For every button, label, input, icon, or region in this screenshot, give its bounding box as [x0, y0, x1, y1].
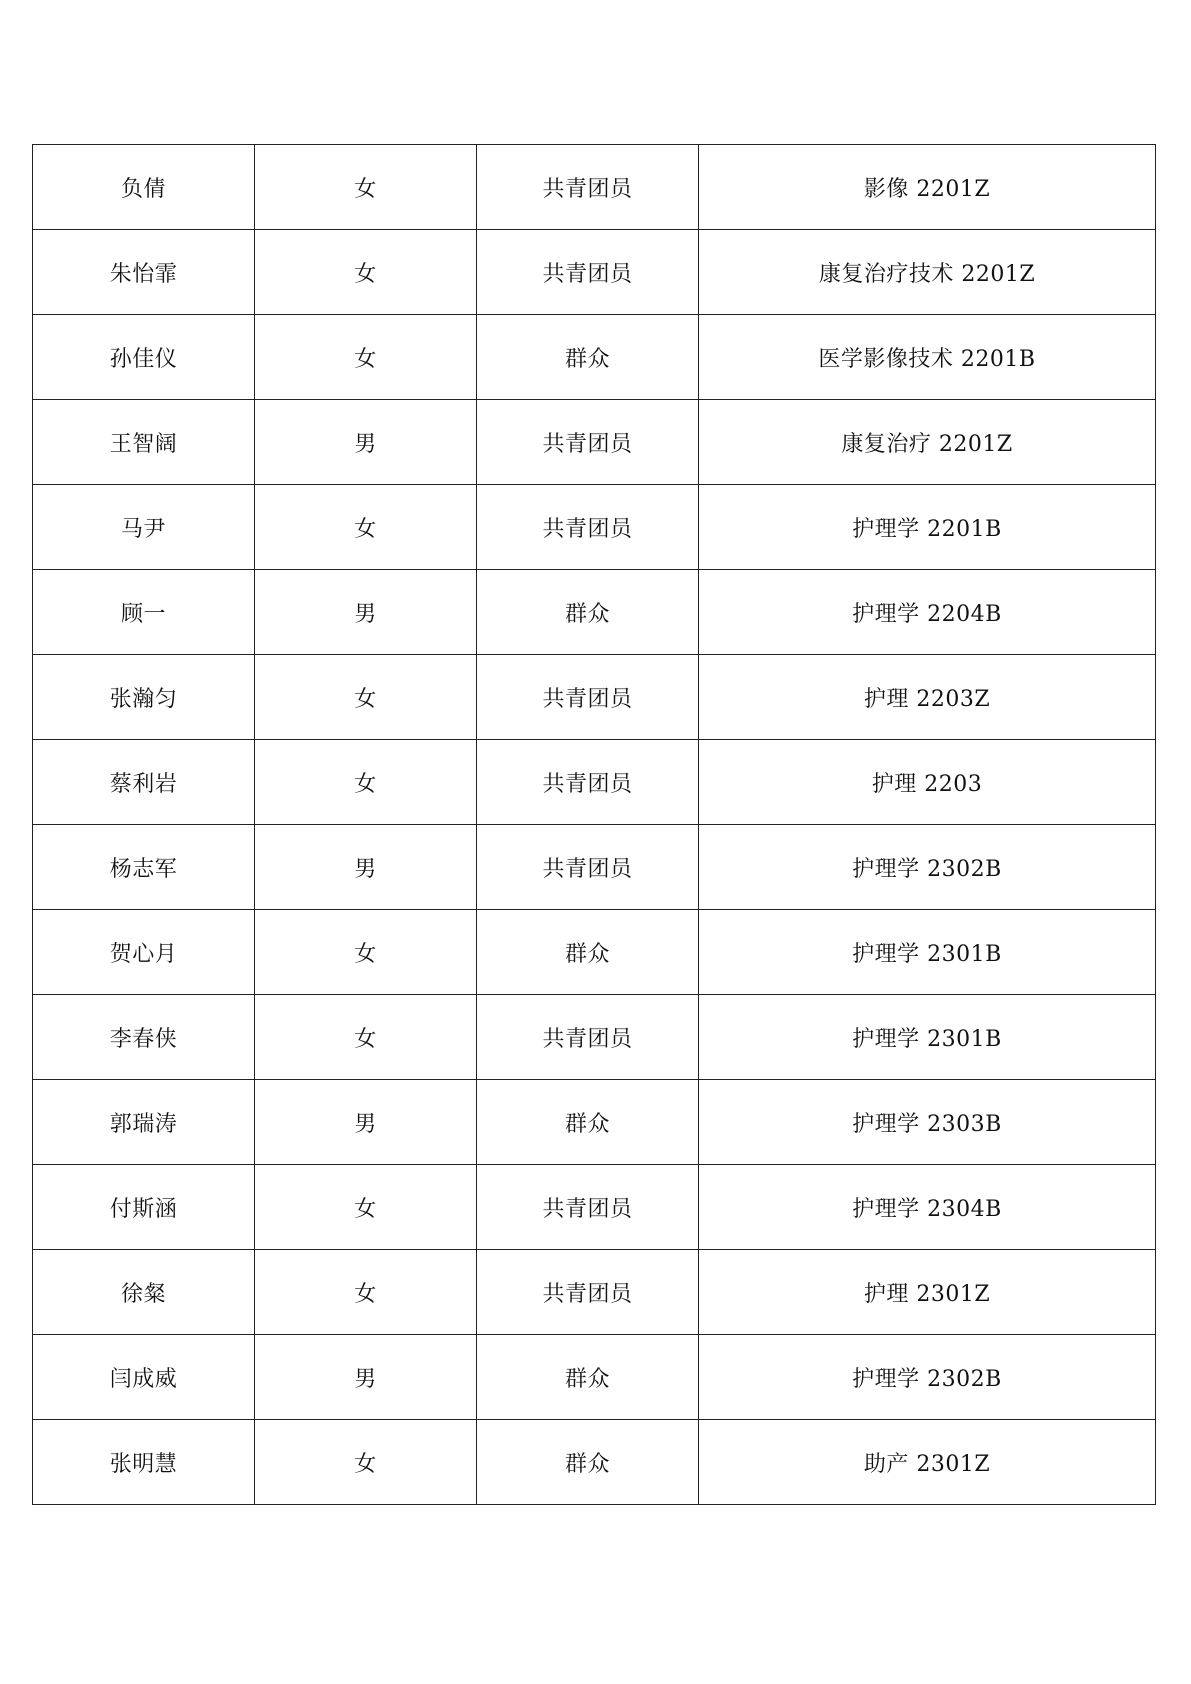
class-cell: 康复治疗 2201Z	[699, 400, 1156, 485]
political-status-cell: 群众	[477, 1420, 699, 1505]
name-cell: 张明慧	[33, 1420, 255, 1505]
class-cell: 护理学 2302B	[699, 825, 1156, 910]
table-row	[33, 1420, 1156, 1505]
gender-cell: 女	[255, 315, 477, 400]
class-cell: 护理 2203Z	[699, 655, 1156, 740]
class-cell: 医学影像技术 2201B	[699, 315, 1156, 400]
roster-body	[33, 145, 1156, 1505]
name-cell: 郭瑞涛	[33, 1080, 255, 1165]
name-cell: 朱怡霏	[33, 230, 255, 315]
political-status-cell: 共青团员	[477, 995, 699, 1080]
class-cell: 康复治疗技术 2201Z	[699, 230, 1156, 315]
student-roster-table	[32, 144, 1156, 1505]
gender-cell: 女	[255, 1420, 477, 1505]
political-status-cell: 共青团员	[477, 825, 699, 910]
class-cell: 护理学 2304B	[699, 1165, 1156, 1250]
gender-cell: 男	[255, 1080, 477, 1165]
table-row	[33, 400, 1156, 485]
class-cell: 影像 2201Z	[699, 145, 1156, 230]
table-row	[33, 910, 1156, 995]
name-cell: 马尹	[33, 485, 255, 570]
gender-cell: 女	[255, 1165, 477, 1250]
name-cell: 杨志军	[33, 825, 255, 910]
table-row	[33, 1250, 1156, 1335]
table-row	[33, 825, 1156, 910]
class-cell: 护理学 2301B	[699, 995, 1156, 1080]
class-cell: 助产 2301Z	[699, 1420, 1156, 1505]
political-status-cell: 群众	[477, 315, 699, 400]
table-row	[33, 145, 1156, 230]
table-row	[33, 315, 1156, 400]
name-cell: 王智阔	[33, 400, 255, 485]
name-cell: 蔡利岩	[33, 740, 255, 825]
table-row	[33, 570, 1156, 655]
name-cell: 付斯涵	[33, 1165, 255, 1250]
name-cell: 闫成威	[33, 1335, 255, 1420]
gender-cell: 女	[255, 485, 477, 570]
table-row	[33, 1080, 1156, 1165]
table-row	[33, 995, 1156, 1080]
table-row	[33, 740, 1156, 825]
political-status-cell: 共青团员	[477, 230, 699, 315]
gender-cell: 女	[255, 145, 477, 230]
table-row	[33, 655, 1156, 740]
name-cell: 孙佳仪	[33, 315, 255, 400]
political-status-cell: 共青团员	[477, 400, 699, 485]
name-cell: 徐粲	[33, 1250, 255, 1335]
political-status-cell: 共青团员	[477, 655, 699, 740]
gender-cell: 男	[255, 400, 477, 485]
political-status-cell: 群众	[477, 1080, 699, 1165]
class-cell: 护理 2301Z	[699, 1250, 1156, 1335]
political-status-cell: 共青团员	[477, 485, 699, 570]
table-row	[33, 230, 1156, 315]
name-cell: 负倩	[33, 145, 255, 230]
gender-cell: 男	[255, 1335, 477, 1420]
class-cell: 护理学 2303B	[699, 1080, 1156, 1165]
political-status-cell: 共青团员	[477, 145, 699, 230]
name-cell: 李春侠	[33, 995, 255, 1080]
gender-cell: 女	[255, 655, 477, 740]
gender-cell: 女	[255, 995, 477, 1080]
name-cell: 顾一	[33, 570, 255, 655]
gender-cell: 男	[255, 570, 477, 655]
document-page	[32, 144, 1155, 1505]
class-cell: 护理学 2302B	[699, 1335, 1156, 1420]
class-cell: 护理学 2204B	[699, 570, 1156, 655]
table-row	[33, 1165, 1156, 1250]
class-cell: 护理 2203	[699, 740, 1156, 825]
table-row	[33, 1335, 1156, 1420]
class-cell: 护理学 2201B	[699, 485, 1156, 570]
gender-cell: 女	[255, 910, 477, 995]
political-status-cell: 共青团员	[477, 1165, 699, 1250]
political-status-cell: 群众	[477, 910, 699, 995]
gender-cell: 男	[255, 825, 477, 910]
gender-cell: 女	[255, 230, 477, 315]
name-cell: 张瀚匀	[33, 655, 255, 740]
class-cell: 护理学 2301B	[699, 910, 1156, 995]
name-cell: 贺心月	[33, 910, 255, 995]
gender-cell: 女	[255, 1250, 477, 1335]
table-row	[33, 485, 1156, 570]
gender-cell: 女	[255, 740, 477, 825]
political-status-cell: 共青团员	[477, 1250, 699, 1335]
political-status-cell: 共青团员	[477, 740, 699, 825]
political-status-cell: 群众	[477, 1335, 699, 1420]
political-status-cell: 群众	[477, 570, 699, 655]
